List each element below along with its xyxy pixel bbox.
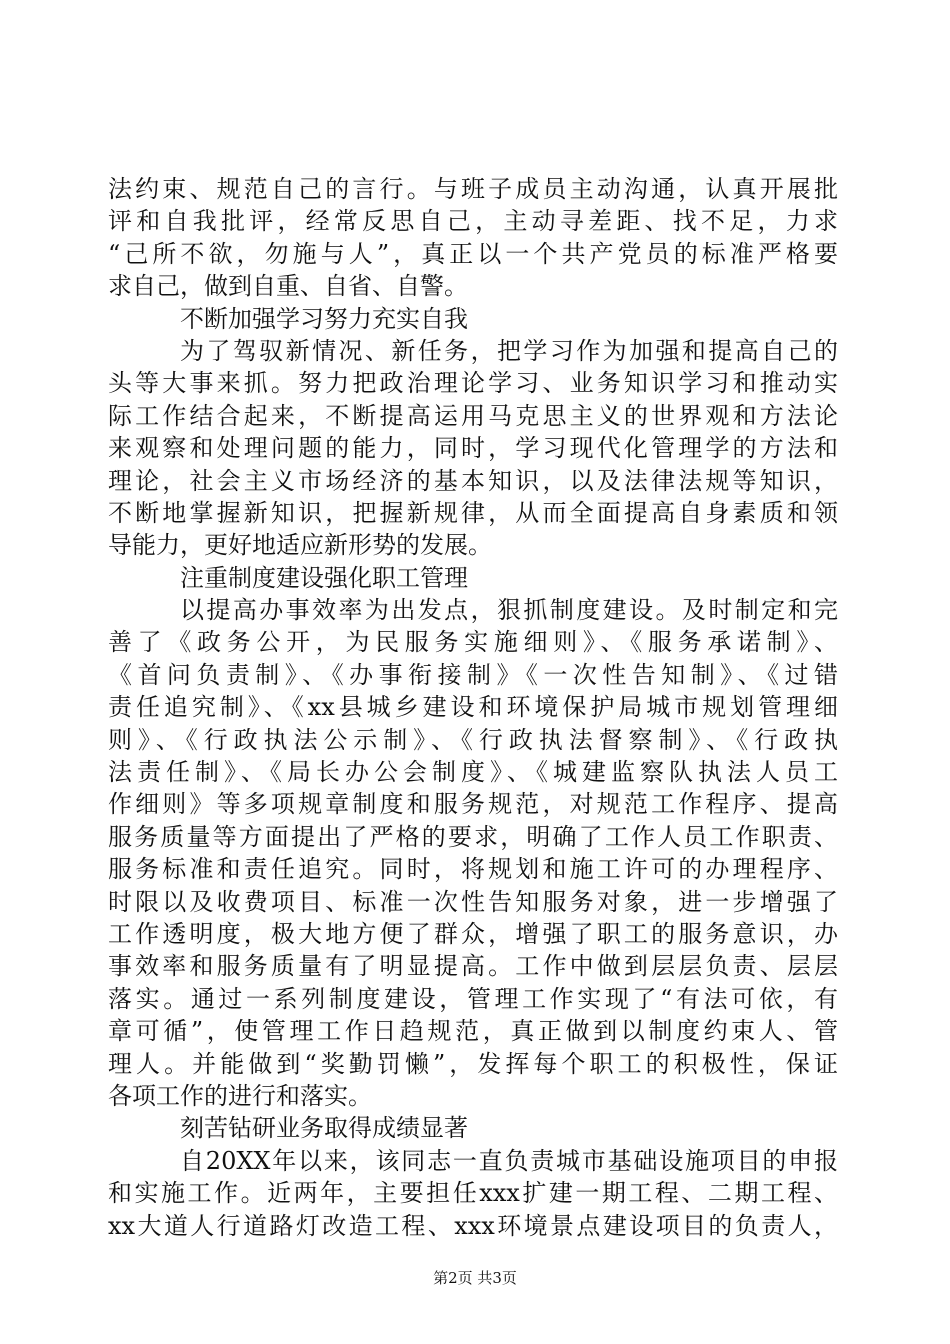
- text-line: 作细则》等多项规章制度和服务规范，对规范工作程序、提高: [108, 790, 838, 819]
- text-line: 为了驾驭新情况、新任务，把学习作为加强和提高自己的: [180, 336, 838, 365]
- text-line: 以提高办事效率为出发点，狠抓制度建设。及时制定和完: [180, 596, 838, 625]
- text-line: 章可循”，使管理工作日趋规范，真正做到以制度约束人、管: [108, 1017, 838, 1046]
- text-line: 则》、《行政执法公示制》、《行政执法督察制》、《行政执: [108, 725, 838, 754]
- text-line: xx大道人行道路灯改造工程、xxx环境景点建设项目的负责人，: [108, 1211, 838, 1240]
- text-line: 导能力，更好地适应新形势的发展。: [108, 531, 492, 560]
- text-line: 法约束、规范自己的言行。与班子成员主动沟通，认真开展批: [108, 175, 838, 203]
- text-line: 各项工作的进行和落实。: [108, 1081, 372, 1110]
- section-heading-study: 不断加强学习努力充实自我: [180, 304, 468, 333]
- text-line: 事效率和服务质量有了明显提高。工作中做到层层负责、层层: [108, 952, 838, 981]
- section-heading-work: 刻苦钻研业务取得成绩显著: [180, 1114, 468, 1143]
- paragraph-4: [108, 1145, 838, 1242]
- page-footer: 第2页 共3页: [433, 1269, 517, 1287]
- text-line: 理人。并能做到“奖勤罚懒”，发挥每个职工的积极性，保证: [108, 1049, 838, 1078]
- text-line: 服务质量等方面提出了严格的要求，明确了工作人员工作职责、: [108, 822, 838, 851]
- text-line: 评和自我批评，经常反思自己，主动寻差距、找不足，力求: [108, 207, 838, 236]
- text-line: 来观察和处理问题的能力，同时，学习现代化管理学的方法和: [108, 434, 838, 463]
- text-line: “己所不欲，勿施与人”，真正以一个共产党员的标准严格要: [108, 239, 838, 268]
- text-line: 头等大事来抓。努力把政治理论学习、业务知识学习和推动实: [108, 369, 838, 398]
- text-line: 不断地掌握新知识，把握新规律，从而全面提高自身素质和领: [108, 498, 838, 527]
- text-line: 工作透明度，极大地方便了群众，增强了职工的服务意识，办: [108, 919, 838, 948]
- paragraph-1: [108, 173, 838, 303]
- text-line: 求自己，做到自重、自省、自警。: [108, 272, 468, 301]
- text-line: 责任追究制》、《xx县城乡建设和环境保护局城市规划管理细: [108, 693, 838, 722]
- paragraph-2: [108, 335, 838, 562]
- text-line: 际工作结合起来，不断提高运用马克思主义的世界观和方法论: [108, 401, 838, 430]
- text-line: 自20XX年以来，该同志一直负责城市基础设施项目的申报: [180, 1146, 838, 1175]
- text-line: 法责任制》、《局长办公会制度》、《城建监察队执法人员工: [108, 758, 838, 787]
- text-line: 理论，社会主义市场经济的基本知识，以及法律法规等知识，: [108, 466, 838, 495]
- text-line: 《首问负责制》、《办事衔接制》《一次性告知制》、《过错: [108, 660, 838, 689]
- paragraph-3: [108, 594, 838, 1112]
- text-line: 落实。通过一系列制度建设，管理工作实现了“有法可依，有: [108, 984, 838, 1013]
- text-line: 时限以及收费项目、标准一次性告知服务对象，进一步增强了: [108, 887, 838, 916]
- document-body: [108, 173, 838, 1242]
- section-heading-system: 注重制度建设强化职工管理: [180, 563, 468, 592]
- text-line: 善了《政务公开，为民服务实施细则》、《服务承诺制》、: [108, 628, 838, 657]
- text-line: 服务标准和责任追究。同时，将规划和施工许可的办理程序、: [108, 855, 838, 884]
- text-line: 和实施工作。近两年，主要担任xxx扩建一期工程、二期工程、: [108, 1179, 838, 1208]
